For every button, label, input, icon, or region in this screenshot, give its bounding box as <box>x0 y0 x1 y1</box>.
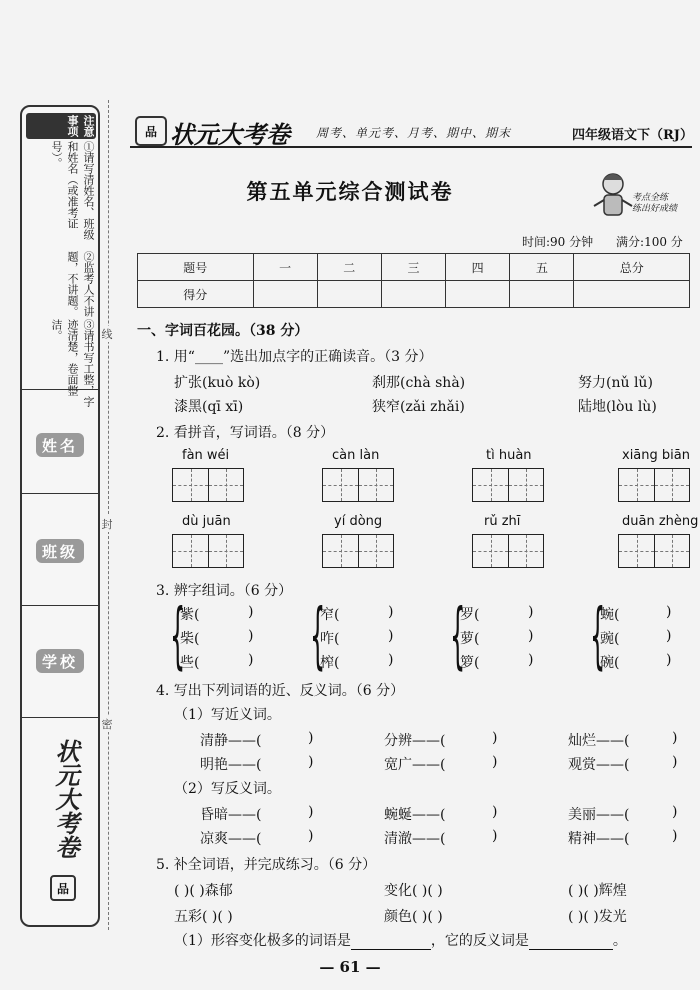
paren-close: ) <box>528 604 534 620</box>
brace: { <box>590 594 606 678</box>
brace: { <box>170 594 186 678</box>
q3-char: 蜿( <box>600 607 620 623</box>
brace: { <box>450 594 466 678</box>
score-input-cell[interactable] <box>253 281 317 308</box>
grade-label: 四年级语文下（RJ） <box>572 128 693 143</box>
q2-prompt: 2. 看拼音，写词语。（8 分） <box>156 425 335 441</box>
time-limit: 时间:90 分钟 <box>522 235 594 249</box>
paren-close: ) <box>666 652 672 668</box>
writing-grid[interactable] <box>472 534 544 568</box>
table-cell: 二 <box>317 254 381 281</box>
table-cell: 五 <box>510 254 574 281</box>
paren-close: ) <box>248 628 254 644</box>
brand-badge: 品 <box>135 116 167 146</box>
paren-close: ) <box>248 652 254 668</box>
brace: { <box>310 594 326 678</box>
q3-prompt: 3. 辨字组词。（6 分） <box>156 583 293 599</box>
paren-close: ) <box>666 604 672 620</box>
q4-prompt: 4. 写出下列词语的近、反义词。（6 分） <box>156 683 405 699</box>
q1-item[interactable]: 陆地(lòu lù) <box>578 399 657 415</box>
pinyin-label: yí dòng <box>334 514 383 529</box>
q3-char: 箩( <box>460 655 480 671</box>
brand-logo: 状元大考卷 <box>170 120 290 149</box>
sidebar-notes <box>26 113 96 413</box>
score-input-cell[interactable] <box>574 281 690 308</box>
q1-item[interactable]: 刹那(chà shà) <box>372 375 466 391</box>
q5-prompt: 5. 补全词语，并完成练习。（6 分） <box>156 857 377 873</box>
paren-close: ) <box>388 652 394 668</box>
paren-close: ) <box>528 628 534 644</box>
q4-item: 精神——( <box>568 831 630 847</box>
table-row <box>138 254 690 281</box>
q3-char: 咋( <box>320 631 340 647</box>
answer-blank[interactable] <box>351 935 431 950</box>
table-cell: 得分 <box>138 281 254 308</box>
q5-ex1-text-a: （1）形容变化极多的词语是 <box>174 933 351 949</box>
school-field-label: 学校 <box>36 649 84 673</box>
paren-close: ) <box>672 730 678 746</box>
q4-sub2: （2）写反义词。 <box>174 781 281 797</box>
q1-item[interactable]: 扩张(kuò kò) <box>174 375 261 391</box>
q4-item: 分辨——( <box>384 733 446 749</box>
cut-word-secret: 密 <box>101 718 113 731</box>
paren-close: ) <box>672 754 678 770</box>
q3-char: 窄( <box>320 607 340 623</box>
cut-word-line: 线 <box>101 328 113 341</box>
sidebar-divider <box>22 493 98 494</box>
q4-item: 清静——( <box>200 733 262 749</box>
q5-item: 变化( )( ) <box>384 883 443 899</box>
note-1: ①请写清姓名、班级和姓名（或准考证号）。 <box>50 141 95 241</box>
pinyin-label: càn làn <box>332 448 380 463</box>
cut-line <box>108 100 109 930</box>
q3-char: 罗( <box>460 607 480 623</box>
q3-char: 碗( <box>600 655 620 671</box>
paren-close: ) <box>492 754 498 770</box>
q4-item: 昏暗——( <box>200 807 262 823</box>
class-field-label: 班级 <box>36 539 84 563</box>
paren-close: ) <box>492 804 498 820</box>
paren-close: ) <box>248 604 254 620</box>
writing-grid[interactable] <box>172 468 244 502</box>
table-row <box>138 281 690 308</box>
paren-close: ) <box>308 828 314 844</box>
score-input-cell[interactable] <box>510 281 574 308</box>
writing-grid[interactable] <box>618 534 690 568</box>
q3-char: 柴( <box>180 631 200 647</box>
q1-item[interactable]: 努力(nǔ lǔ) <box>578 375 653 391</box>
section-title: 一、字词百花园。（38 分） <box>137 323 309 339</box>
q4-item: 美丽——( <box>568 807 630 823</box>
paren-close: ) <box>388 604 394 620</box>
score-input-cell[interactable] <box>381 281 445 308</box>
table-cell: 三 <box>381 254 445 281</box>
table-cell: 题号 <box>138 254 254 281</box>
note-3: ③请书写工整，字迹清楚，卷面整洁。 <box>50 319 95 408</box>
q1-prompt: 1. 用“____”选出加点字的正确读音。（3 分） <box>156 349 433 365</box>
q5-item: ( )( )发光 <box>568 909 627 925</box>
q5-ex1-text-b: ，它的反义词是 <box>430 933 529 949</box>
paren-close: ) <box>672 828 678 844</box>
q5-ex1-text-c: 。 <box>612 933 627 949</box>
header-subtitle: 周考、单元考、月考、期中、期末 <box>316 126 512 140</box>
motto-line-1: 考点全练 <box>632 193 669 203</box>
paren-close: ) <box>666 628 672 644</box>
q1-item[interactable]: 漆黑(qī xī) <box>174 399 244 415</box>
pinyin-label: duān zhèng <box>622 514 699 529</box>
pinyin-label: dù juān <box>182 514 231 529</box>
full-score: 满分:100 分 <box>616 235 683 249</box>
q4-item: 凉爽——( <box>200 831 262 847</box>
q3-char: 榨( <box>320 655 340 671</box>
q4-item: 灿烂——( <box>568 733 630 749</box>
q3-char: 豌( <box>600 631 620 647</box>
pinyin-label: rǔ zhī <box>484 514 521 529</box>
sidebar-divider <box>22 389 98 390</box>
score-input-cell[interactable] <box>446 281 510 308</box>
q3-char: 萝( <box>460 631 480 647</box>
score-input-cell[interactable] <box>317 281 381 308</box>
q5-item: 颜色( )( ) <box>384 909 443 925</box>
table-cell: 一 <box>253 254 317 281</box>
pinyin-label: fàn wéi <box>182 448 230 463</box>
table-cell: 四 <box>446 254 510 281</box>
writing-grid[interactable] <box>322 534 394 568</box>
sidebar-logo-badge: 品 <box>50 875 76 901</box>
sidebar <box>20 105 100 927</box>
q4-item: 清澈——( <box>384 831 446 847</box>
sidebar-logo: 状元大考卷 <box>51 739 80 859</box>
q3-char: 些( <box>180 655 200 671</box>
pinyin-label: xiāng biān <box>622 448 690 463</box>
writing-grid[interactable] <box>322 468 394 502</box>
table-cell: 总分 <box>574 254 690 281</box>
q5-item: ( )( )森郁 <box>174 883 233 899</box>
q1-item[interactable]: 狭窄(zǎi zhǎi) <box>372 399 465 415</box>
writing-grid[interactable] <box>472 468 544 502</box>
q4-item: 观赏——( <box>568 757 630 773</box>
cut-word-seal: 封 <box>101 518 113 531</box>
writing-grid[interactable] <box>618 468 690 502</box>
paren-close: ) <box>492 828 498 844</box>
q4-item: 明艳——( <box>200 757 262 773</box>
q5-item: ( )( )辉煌 <box>568 883 627 899</box>
paren-close: ) <box>672 804 678 820</box>
paren-close: ) <box>308 754 314 770</box>
page-number: — 61 — <box>319 958 381 976</box>
score-table <box>137 253 690 308</box>
q4-sub1: （1）写近义词。 <box>174 707 281 723</box>
q5-exercise-1 <box>174 930 627 950</box>
paren-close: ) <box>308 730 314 746</box>
mascot-icon <box>592 170 634 222</box>
pinyin-label: tì huàn <box>486 448 532 463</box>
q3-char: 紫( <box>180 607 200 623</box>
q4-item: 宽广——( <box>384 757 446 773</box>
q4-item: 蜿蜒——( <box>384 807 446 823</box>
answer-blank[interactable] <box>529 935 613 950</box>
sidebar-divider <box>22 717 98 718</box>
motto-line-2: 练出好成绩 <box>632 204 678 214</box>
paren-close: ) <box>388 628 394 644</box>
sidebar-divider <box>22 605 98 606</box>
paren-close: ) <box>528 652 534 668</box>
note-2: ②监考人不讲题，不讲题。 <box>66 250 95 317</box>
header-rule <box>130 146 692 148</box>
exam-meta <box>522 233 683 250</box>
writing-grid[interactable] <box>172 534 244 568</box>
motto <box>632 193 677 215</box>
page-title: 第五单元综合测试卷 <box>246 179 454 204</box>
notes-title: 注意事项 <box>26 113 96 139</box>
paren-close: ) <box>308 804 314 820</box>
paren-close: ) <box>492 730 498 746</box>
name-field-label: 姓名 <box>36 433 84 457</box>
q5-item: 五彩( )( ) <box>174 909 233 925</box>
